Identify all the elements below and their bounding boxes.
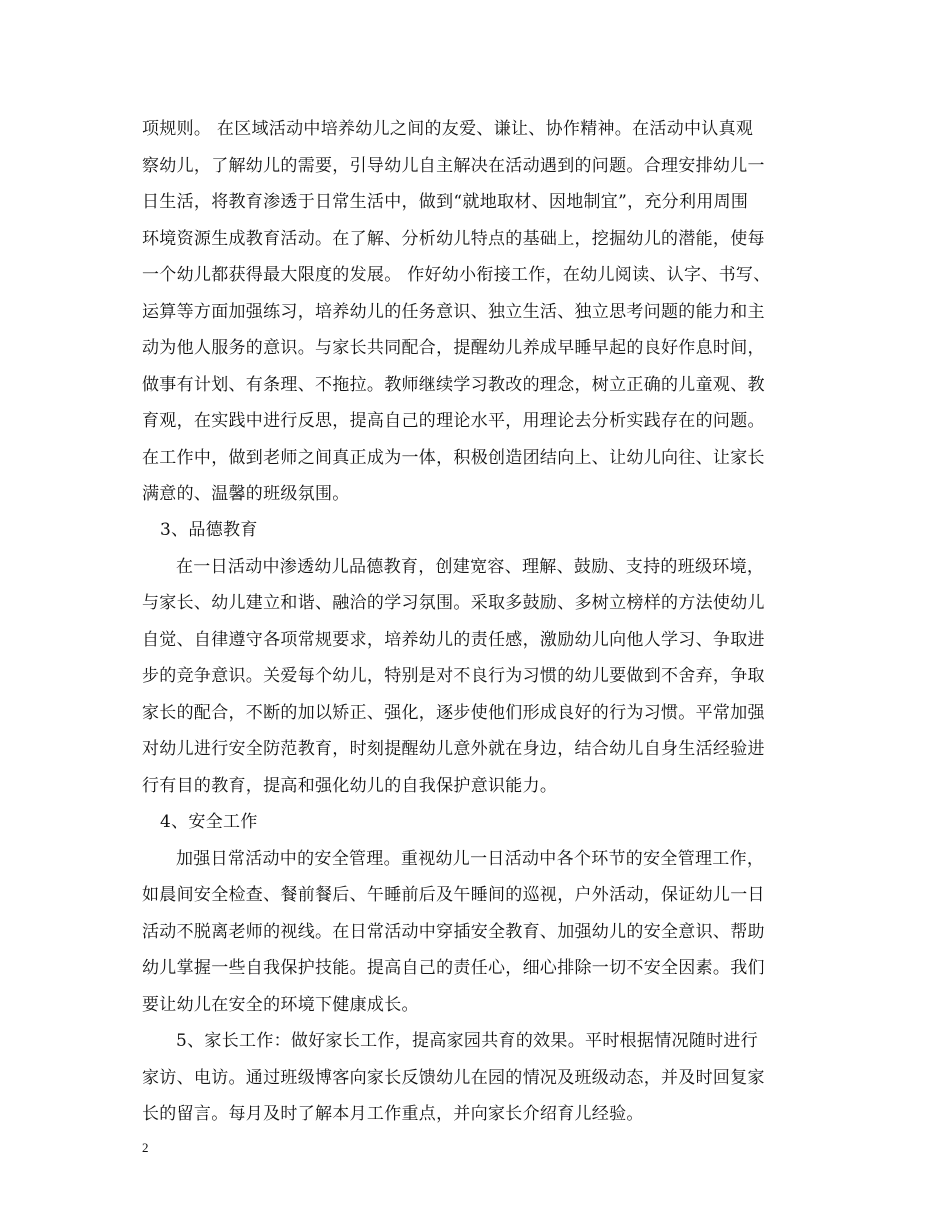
text-line: 对幼儿进行安全防范教育，时刻提醒幼儿意外就在身边，结合幼儿自身生活经验进 xyxy=(142,739,765,759)
section-heading: 4、安全工作 xyxy=(160,812,258,832)
text-line: 运算等方面加强练习，培养幼儿的任务意识、独立生活、独立思考问题的能力和主 xyxy=(142,302,765,322)
text-line: 满意的、温馨的班级氛围。 xyxy=(142,484,350,504)
text-line: 日生活，将教育渗透于日常生活中，做到“就地取材、因地制宜”，充分利用周围 xyxy=(142,192,749,212)
text-line: 一个幼儿都获得最大限度的发展。 作好幼小衔接工作，在幼儿阅读、认字、书写、 xyxy=(142,265,771,285)
text-line: 家访、电访。通过班级博客向家长反馈幼儿在园的情况及班级动态，并及时回复家 xyxy=(142,1068,765,1088)
text-line: 动为他人服务的意识。与家长共同配合，提醒幼儿养成早睡早起的良好作息时间， xyxy=(142,338,765,358)
text-line: 察幼儿，了解幼儿的需要，引导幼儿自主解决在活动遇到的问题。合理安排幼儿一 xyxy=(142,156,765,176)
text-line: 要让幼儿在安全的环境下健康成长。 xyxy=(142,995,419,1015)
paragraph-first-line: 5、家长工作：做好家长工作，提高家园共育的效果。平时根据情况随时进行 xyxy=(176,1031,759,1051)
text-line: 项规则。 在区域活动中培养幼儿之间的友爱、谦让、协作精神。在活动中认真观 xyxy=(142,119,754,139)
paragraph-first-line: 加强日常活动中的安全管理。重视幼儿一日活动中各个环节的安全管理工作， xyxy=(176,849,765,869)
text-line: 活动不脱离老师的视线。在日常活动中穿插安全教育、加强幼儿的安全意识、帮助 xyxy=(142,922,765,942)
paragraph-first-line: 在一日活动中渗透幼儿品德教育，创建宽容、理解、鼓励、支持的班级环境， xyxy=(176,557,765,577)
text-line: 育观，在实践中进行反思，提高自己的理论水平，用理论去分析实践存在的问题。 xyxy=(142,411,765,431)
page-number: 2 xyxy=(142,1140,149,1155)
text-line: 与家长、幼儿建立和谐、融洽的学习氛围。采取多鼓励、多树立榜样的方法使幼儿 xyxy=(142,593,765,613)
text-line: 行有目的教育，提高和强化幼儿的自我保护意识能力。 xyxy=(142,776,558,796)
text-line: 做事有计划、有条理、不拖拉。教师继续学习教改的理念，树立正确的儿童观、教 xyxy=(142,375,765,395)
text-line: 如晨间安全检查、餐前餐后、午睡前后及午睡间的巡视，户外活动，保证幼儿一日 xyxy=(142,885,765,905)
text-line: 在工作中，做到老师之间真正成为一体，积极创造团结向上、让幼儿向往、让家长 xyxy=(142,448,765,468)
text-line: 家长的配合，不断的加以矫正、强化，逐步使他们形成良好的行为习惯。平常加强 xyxy=(142,703,765,723)
text-line: 长的留言。每月及时了解本月工作重点，并向家长介绍育儿经验。 xyxy=(142,1104,644,1124)
text-line: 幼儿掌握一些自我保护技能。提高自己的责任心，细心排除一切不安全因素。我们 xyxy=(142,958,765,978)
text-line: 环境资源生成教育活动。在了解、分析幼儿特点的基础上，挖掘幼儿的潜能，使每 xyxy=(142,229,765,249)
text-line: 步的竞争意识。关爱每个幼儿，特别是对不良行为习惯的幼儿要做到不舍弃，争取 xyxy=(142,666,765,686)
text-line: 自觉、自律遵守各项常规要求，培养幼儿的责任感，激励幼儿向他人学习、争取进 xyxy=(142,630,765,650)
section-heading: 3、品德教育 xyxy=(160,520,258,540)
